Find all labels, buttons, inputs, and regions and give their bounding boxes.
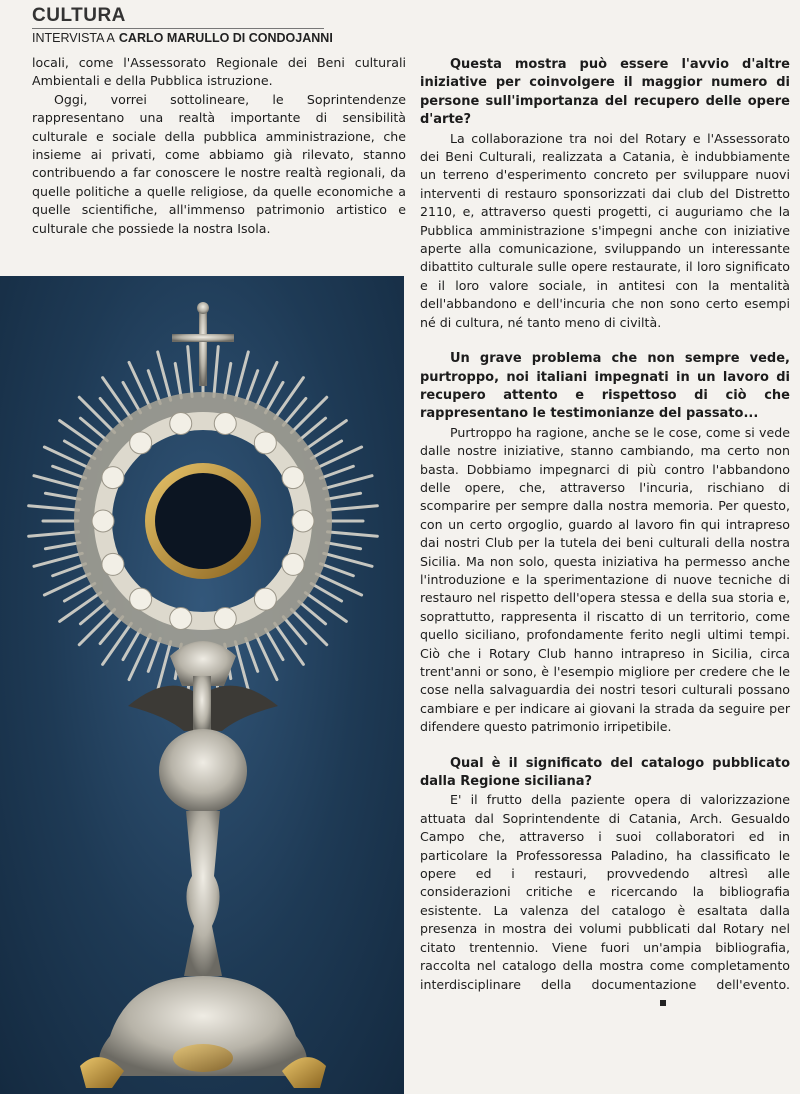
left-paragraph-2: Oggi, vorrei sottolineare, le Soprintendenze rappresentano una realtà importante di sensibilità culturale e sociale della pubblica amministrazione, che insieme ai privati, come abbiamo già rilevato, stanno contribuendo a far conoscere le nostre realtà regionali, da quelle politiche a quelle religiose, da quelle economiche a quelle scientifiche, all'immenso patrimonio artistico e culturale che possiede la nostra Isola.	[32, 91, 406, 236]
interviewee-name: CARLO MARULLO DI CONDOJANNI	[118, 31, 333, 45]
end-of-article-mark	[660, 1000, 666, 1006]
answer-3	[420, 791, 790, 1012]
header-divider	[32, 28, 324, 29]
left-column	[32, 54, 406, 238]
page-header	[32, 5, 333, 46]
question-2: Un grave problema che non sempre vede, purtroppo, noi italiani impegnati in un lavoro di recupero attento e rispettoso di ciò che rappresentano le testimonianze del passato...	[420, 351, 790, 422]
section-title: CULTURA	[32, 5, 126, 26]
question-3: Qual è il significato del catalogo pubblicato dalla Regione siciliana?	[420, 755, 790, 790]
monstrance-photo	[0, 276, 404, 1094]
monstrance-icon	[0, 276, 404, 1094]
answer-3-text: E' il frutto della paziente opera di valorizzazione attuata dal Soprintendente di Catania, Arch. Gesualdo Campo che, attraverso i suoi collaboratori ed in particolare la Professoressa Paladino, ha classificato le opere ed i restauri, provvedendo altresì alle considerazioni critiche e ricercando la bibliografia esistente. La valenza del catalogo è esaltata dalla presenza in mostra dei volumi pubblicati dal Rotary nel citato trentennio. Viene fuori un'ampia bibliografia, raccolta nel catalogo della mostra come completamento interdisciplinare della documentazione dell'evento.	[420, 792, 790, 992]
answer-2: Purtroppo ha ragione, anche se le cose, come si vede dalle nostre iniziative, stanno cambiando, ma certo non basta. Dobbiamo impegnarci di più contro l'abbandono delle opere, che, attraverso l'incuria, rischiano di scomparire per sempre dalla nostra memoria. Per questo, con un certo orgoglio, guardo al lavoro fin qui intrapreso dai nostri Club per la tutela dei beni culturali della nostra Sicilia. Ma non solo, questa iniziativa ha permesso anche l'introduzione e la sperimentazione di nuove tecniche di restauro nel rispetto dell'opera stessa e della sua storia e, soprattutto, rappresenta il riscatto di un territorio, come quello siciliano, profondamente ferito negli ultimi tempi. Ciò che i Rotary Club hanno intrapreso in Sicilia, circa trent'anni or sono, è l'esempio migliore per credere che le cose nella salvaguardia dei nostri tesori culturali possano cambiare e per indicare ai giovani la strada da seguire per difendere questo patrimonio irripetibile.	[420, 424, 790, 735]
question-1: Questa mostra può essere l'avvio d'altre iniziative per coinvolgere il maggior numero di persone sull'importanza del recupero delle opere d'arte?	[420, 57, 790, 128]
answer-1: La collaborazione tra noi del Rotary e l'Assessorato dei Beni Culturali, realizzata a Catania, è indubbiamente un terreno d'esperimento concreto per sviluppare nuovi interventi di restauro sponsorizzati dai club del Distretto 2110, e, attraverso questi progetti, ci auguriamo che la Pubblica amministrazione s'impegni anche con iniziative aperte alla comunicazione, sviluppando un interessante dibattito culturale sulle opere restaurate, il loro significato e il loro valore sociale, in antitesi con la mentalità dell'abbandono e dell'incuria che non sono certo esempi né di cultura, né tanto meno di civiltà.	[420, 130, 790, 330]
right-column	[420, 56, 790, 1012]
interview-line	[32, 30, 333, 46]
interview-prefix: INTERVISTA A	[32, 31, 115, 45]
left-paragraph-1: locali, come l'Assessorato Regionale dei Beni culturali Ambientali e della Pubblica istruzione.	[32, 55, 406, 89]
